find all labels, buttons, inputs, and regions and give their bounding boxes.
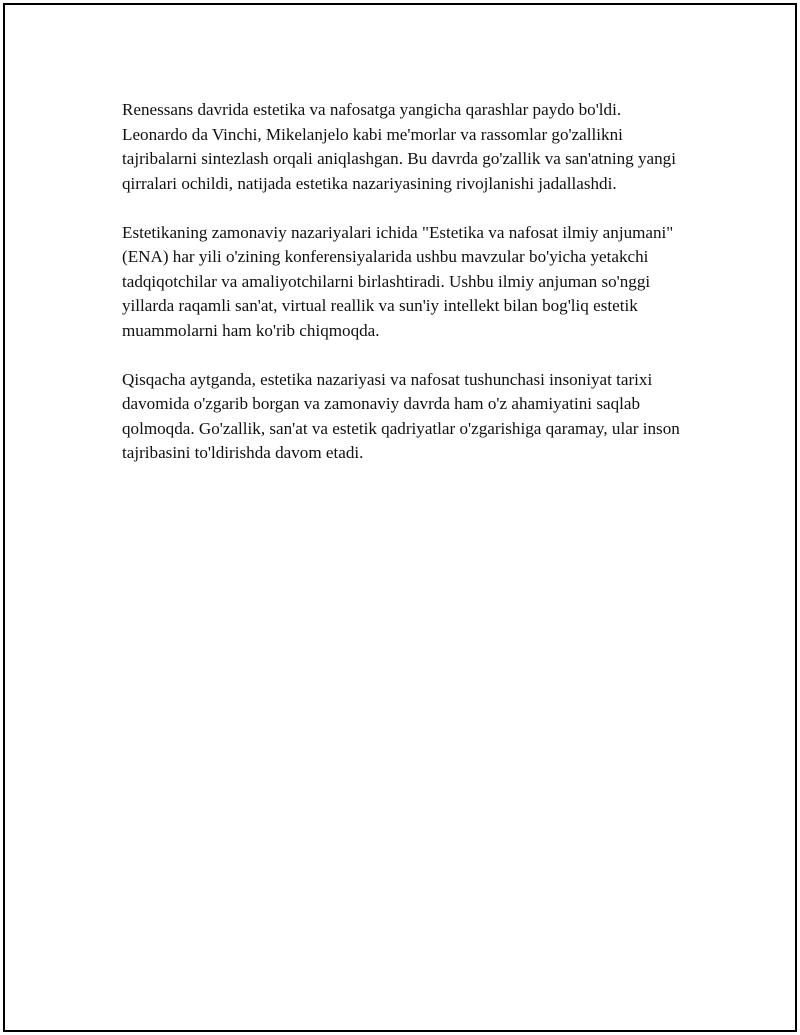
paragraph-renaissance: Renessans davrida estetika va nafosatga yangicha qarashlar paydo bo'ldi. Leonardo da Vinchi, Mikelanjelo kabi me'morlar va rassomlar go'zallikni tajribalarni sintezlash orqali aniqlashgan. Bu davrda go'zallik va san'atning yangi qirralari ochildi, natijada estetika nazariyasining rivojlanishi jadallashdi. [122,100,676,193]
paragraph-conclusion: Qisqacha aytganda, estetika nazariyasi va nafosat tushunchasi insoniyat tarixi davomida o'zgarib borgan va zamonaviy davrda ham o'z ahamiyatini saqlab qolmoqda. Go'zallik, san'at va estetik qadriyatlar o'zgarishiga qaramay, ular inson tajribasini to'ldirishda davom etadi. [122,369,680,462]
page-frame [3,3,797,1032]
document-body [122,98,682,490]
paragraph-modern-theories: Estetikaning zamonaviy nazariyalari ichida "Estetika va nafosat ilmiy anjumani" (ENA) har yili o'zining konferensiyalarida ushbu mavzular bo'yicha yetakchi tadqiqotchilar va amaliyotchilarni birlashtiradi. Ushbu ilmiy anjuman so'nggi yillarda raqamli san'at, virtual reallik va sun'iy intellekt bilan bog'liq estetik muammolarni ham ko'rib chiqmoqda. [122,222,674,340]
